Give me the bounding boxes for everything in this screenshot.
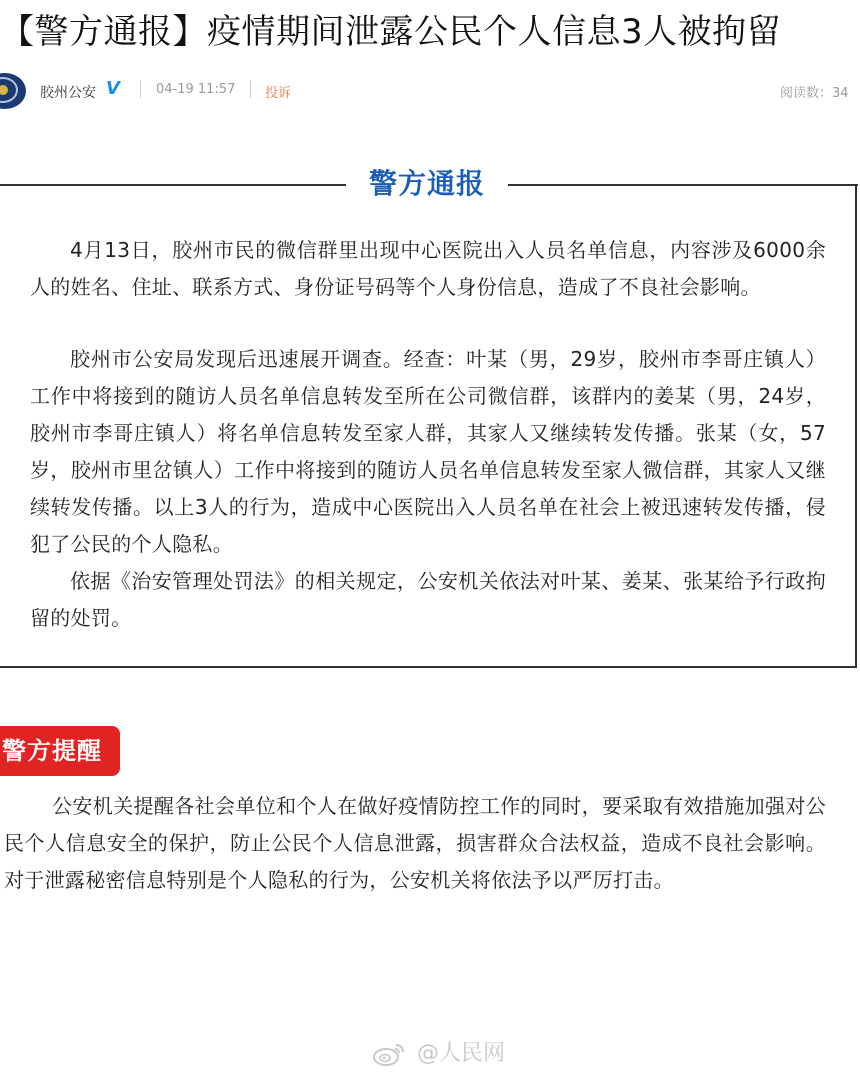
author-name[interactable]: 胶州公安 — [40, 85, 96, 101]
author-avatar[interactable] — [0, 73, 26, 109]
article-title: 【警方通报】疫情期间泄露公民个人信息3人被拘留 — [0, 12, 782, 52]
notice-heading: 警方通报 — [368, 167, 485, 200]
divider — [140, 80, 141, 98]
watermark-text: @人民网 — [417, 1041, 506, 1066]
watermark — [372, 1036, 505, 1072]
notice-paragraph-3: 依据《治安管理处罚法》的相关规定，公安机关依法对叶某、姜某、张某给予行政拘留的处罚。 — [30, 569, 826, 630]
notice-paragraph-2: 胶州市公安局发现后迅速展开调查。经查：叶某（男，29岁，胶州市李哥庄镇人）工作中将接到的随访人员名单信息转发至所在公司微信群，该群内的姜某（男，24岁，胶州市李哥庄镇人）将名单信息转发至家人群，其家人又继续转发传播。张某（女，57岁，胶州市里岔镇人）工作中将接到的随访人员名单信息转发至家人微信群，其家人又继续转发传播。以上3人的行为，造成中心医院出入人员名单在社会上被迅速转发传播，侵犯了公民的个人隐私。 — [30, 347, 826, 556]
reminder-heading-badge: 警方提醒 — [0, 726, 120, 776]
post-datetime: 04-19 11:57 — [156, 82, 236, 97]
verified-icon: V — [106, 78, 120, 99]
read-count: 阅读数：34 — [780, 86, 849, 101]
article-meta — [0, 72, 860, 108]
notice-paragraph-1: 4月13日，胶州市民的微信群里出现中心医院出入人员名单信息，内容涉及6000余人的姓名、住址、联系方式、身份证号码等个人身份信息，造成了不良社会影响。 — [30, 238, 826, 299]
weibo-icon — [372, 1041, 406, 1067]
reminder-paragraph: 公安机关提醒各社会单位和个人在做好疫情防控工作的同时，要采取有效措施加强对公民个人信息安全的保护，防止公民个人信息泄露，损害群众合法权益，造成不良社会影响。对于泄露秘密信息特别是个人隐私的行为，公安机关将依法予以严厉打击。 — [4, 794, 826, 892]
divider — [250, 80, 251, 98]
report-link[interactable]: 投诉 — [265, 86, 292, 101]
